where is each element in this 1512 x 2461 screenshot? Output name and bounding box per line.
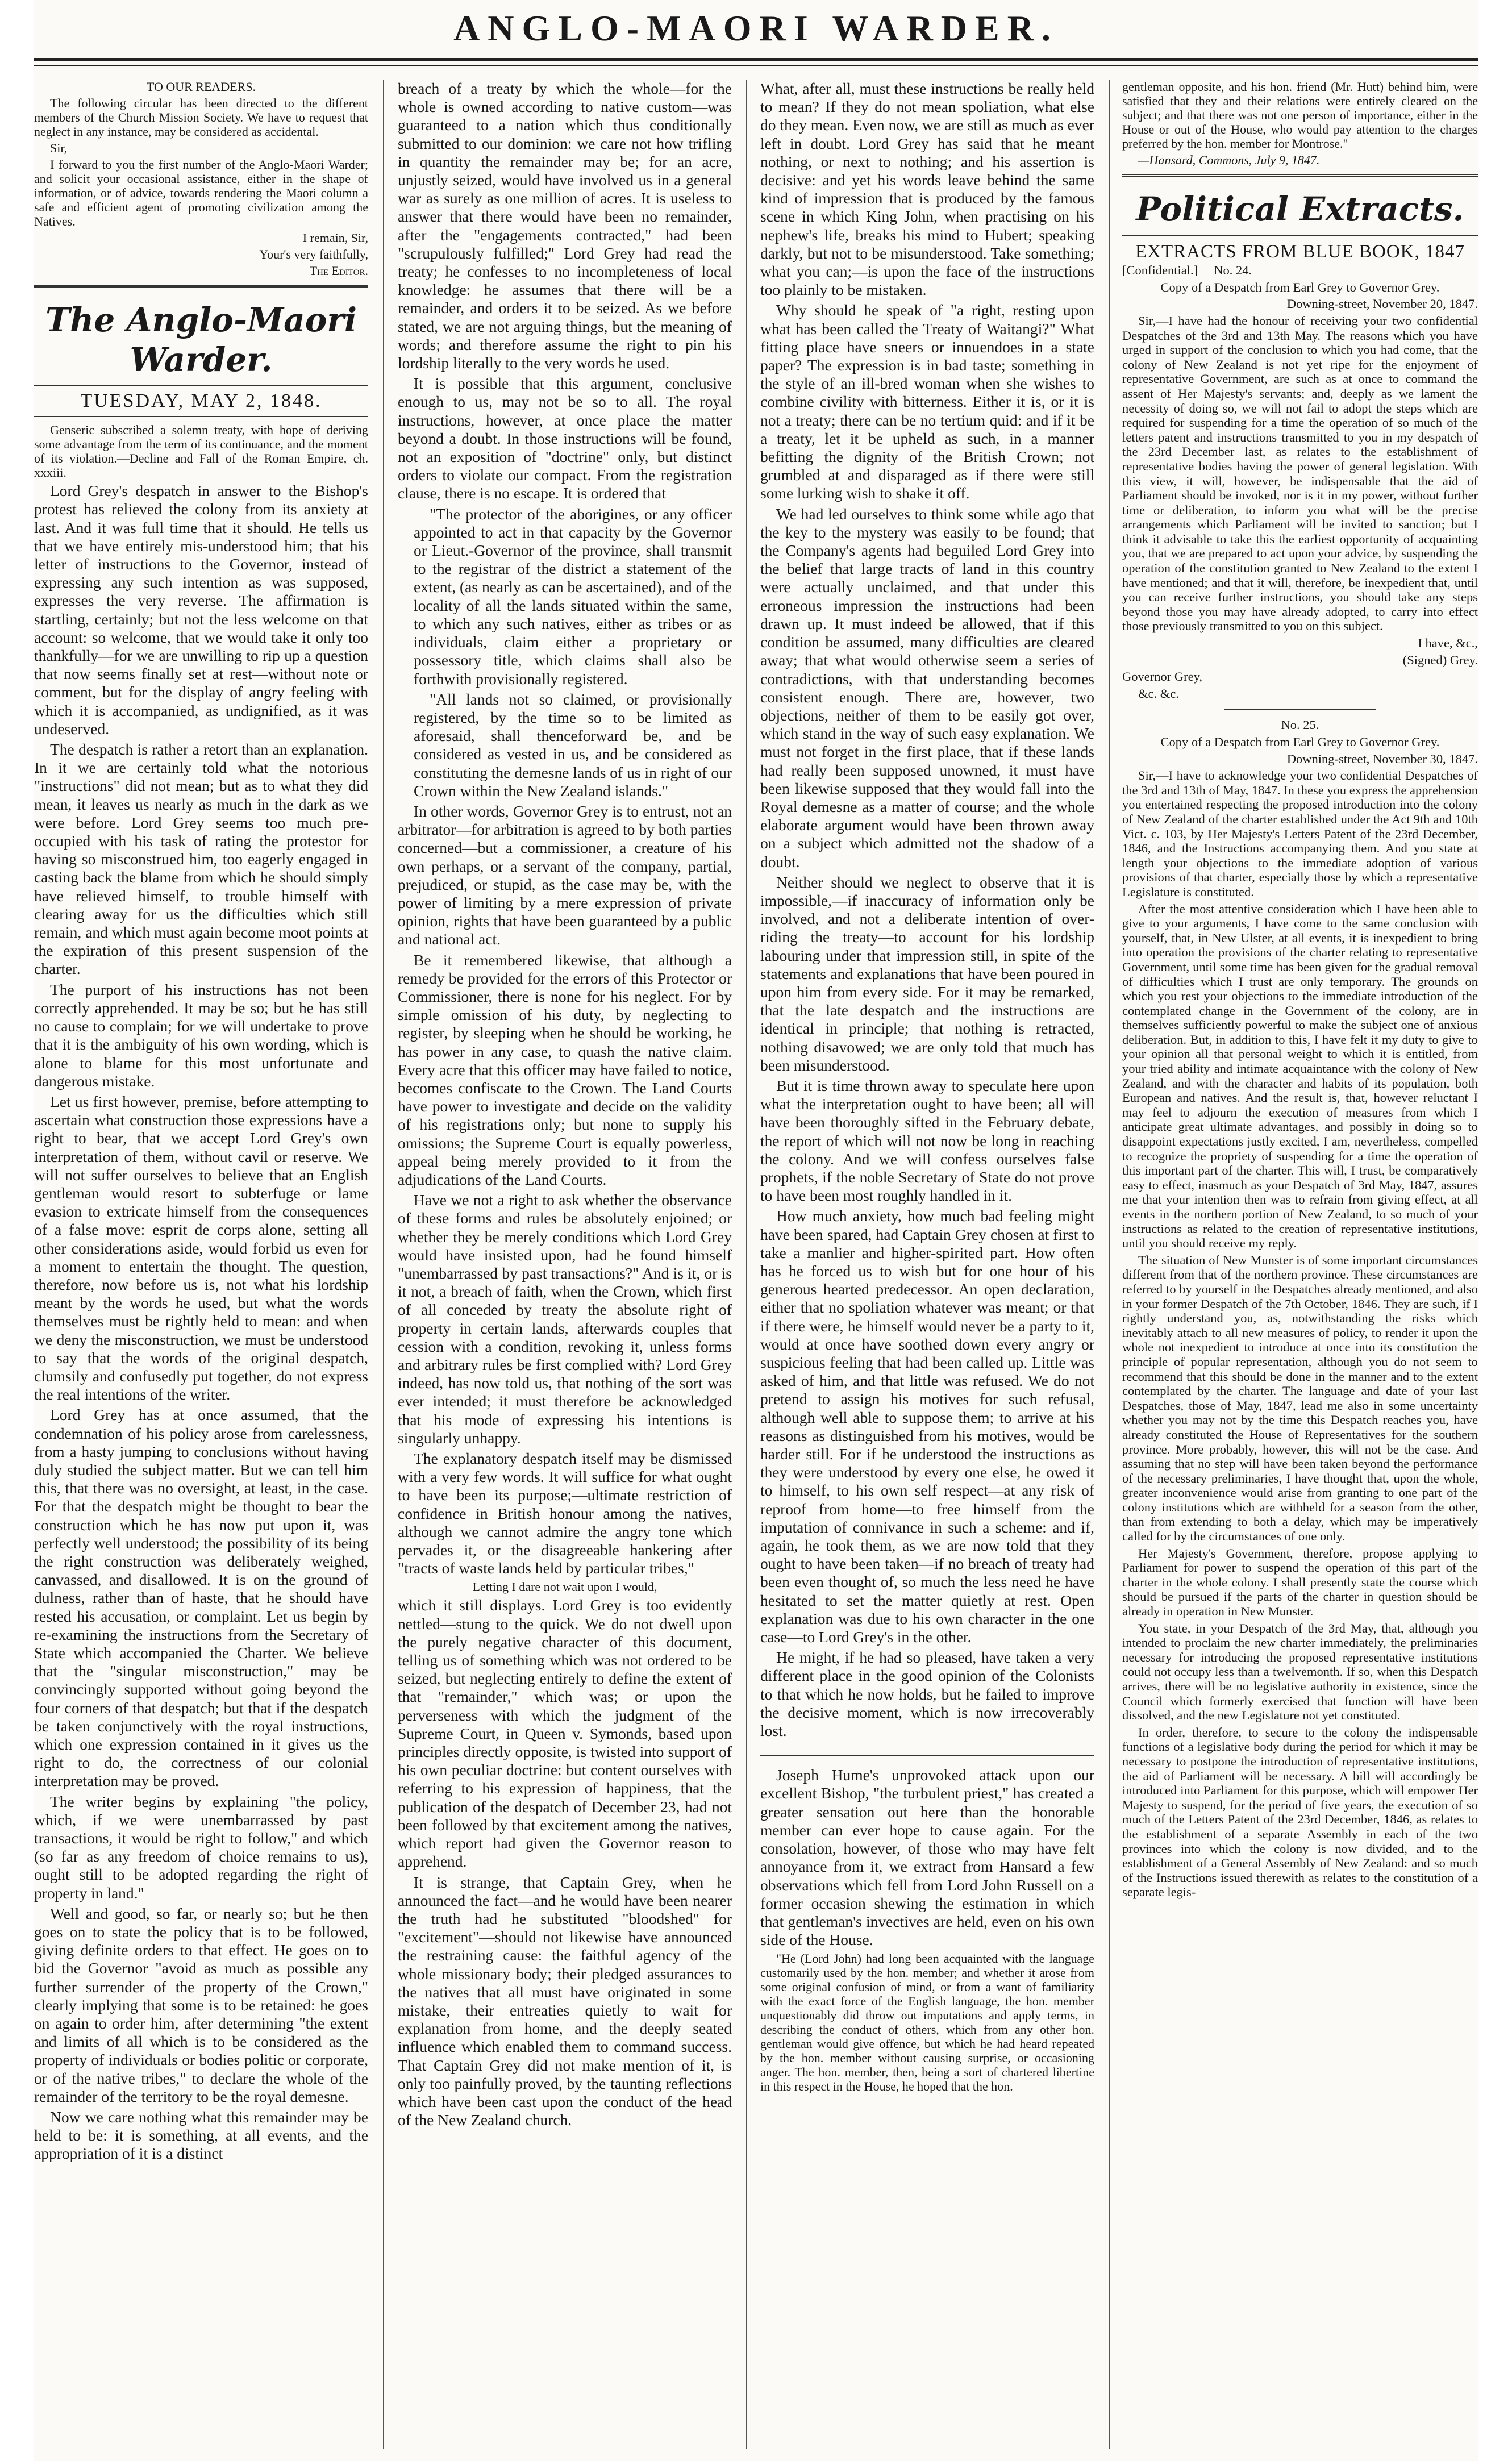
- article-paragraph: Be it remembered likewise, that although a remedy be provided for the errors of this Protector or Commissioner, there is none for his neglect. For by simple omission of his duty, by neglecting to register, by sleeping when he should be working, he has power in any case, to quash the native claim. Every acre that this officer may have failed to notice, becomes confiscate to the Crown. The Land Courts have power to investigate and decide on the validity of his registrations only; but none to supply his omissions; the Supreme Court is equally powerless, appeal being merely provided to it from the adjudications of the Land Courts.: [398, 951, 732, 1188]
- despatch-title: Copy of a Despatch from Earl Grey to Governor Grey.: [1160, 735, 1440, 749]
- newspaper-page: [34, 0, 1478, 2461]
- article-paragraph: Have we not a right to ask whether the observance of these forms and rules be absolutely enjoined; or whether they be merely conditions which Lord Grey would have insisted upon, had he found himself "unembarrassed by past transactions?" And is it, or is it not, a breach of faith, when the Crown, which first of all conceded by treaty the absolute right of property in certain lands, afterwards couples that cession with a condition, revoking it, unless forms and arbitrary rules be first complied with? Lord Grey indeed, has now told us, that nothing of the sort was ever intended; it must therefore be acknowledged that his mode of expressing his intentions is singularly unhappy.: [398, 1191, 732, 1447]
- section-rule: [1122, 174, 1478, 177]
- article-paragraph: Now we care nothing what this remainder may be held to be: it is something, at all events, and the appropriation of it is a distinct: [34, 2108, 368, 2163]
- to-readers-heading: TO OUR READERS.: [146, 80, 256, 94]
- quoted-instruction: "All lands not so claimed, or provisionally registered, by the time so to be limited as aforesaid, shall thenceforward be, and be considered as vested in us, and be considered as constituting the demesne lands of us in right of our Crown within the New Zealand islands.": [414, 690, 732, 799]
- article-paragraph: In other words, Governor Grey is to entrust, not an arbitrator—for arbitration is agreed to by both parties concerned—but a commissioner, a creature of his own perhaps, or a servant of the company, partial, prejudiced, or stupid, as the case may be, with the power of limiting by a mere expression of private opinion, rights that have been guaranteed by a public and national act.: [398, 802, 732, 948]
- despatch-body: In order, therefore, to secure to the colony the indispensable functions of a legislative body during the period for which it may be necessary to postpone the introduction of representative institutions, the aid of Parliament will be necessary. A bill will accordingly be introduced into Parliament for this purpose, which will empower Her Majesty to suspend, for the period of five years, the execution of so much of the Letters Patent of the 23rd December, 1846, as relates to the establishment of a separate Assembly in each of the two provinces into which the colony is now divided, and to the establishment of a General Assembly of New Zealand: and so much of the Instructions issued therewith as relates to the constitution of a separate legis-: [1122, 1725, 1478, 1900]
- despatch-addressee: &c. &c.: [1138, 686, 1179, 701]
- article-paragraph: The explanatory despatch itself may be dismissed with a very few words. It will suffice for what ought to have been its purpose;—ultimate restriction of confidence in British honour among the natives, although we cannot admire the angry tone which pervades it, or the disagreeable hankering after "tracts of waste lands held by particular tribes,": [398, 1450, 732, 1577]
- section-rule: [760, 1755, 1094, 1756]
- issue-date: TUESDAY, MAY 2, 1848.: [80, 390, 322, 411]
- article-paragraph: which it still displays. Lord Grey is too evidently nettled—stung to the quick. We do not dwell upon the purely negative character of this document, telling us of something which was not ordered to be seized, but neglecting entirely to define the extent of that "remainder," which was; or upon the perverseness with which the judgment of the Supreme Court, in Queen v. Symonds, based upon principles directly opposite, is twisted into support of his own peculiar doctrine: but content ourselves with referring to his expression of happiness, that the publication of the despatch of December 23, had not been followed by that excitement among the natives, which report had given the Governor reason to apprehend.: [398, 1596, 732, 1871]
- despatch-no-25: No. 25.: [1281, 718, 1319, 732]
- article-paragraph: How much anxiety, how much bad feeling might have been spared, had Captain Grey chosen at first to take a manlier and higher-spirited part. How often has he forced us to wish but for one hour of his generous hearted predecessor. An open declaration, either that no spoliation whatever was meant; or that if there were, he himself would never be a party to it, would at once have soothed down every angry or suspicious feeling that had been called up. Little was asked of him, and that little was refused. We do not pretend to assign his motives for such refusal, although well able to suppose them; to arrive at his reasons as distinguished from his motives, would be harder still. For if he understood the instructions as they were understood by every one else, he owed it to himself, to his own self respect—at any risk of reproof from home—to free himself from the imputation of connivance in such a scheme: and if, again, he took them, as we are now told that they ought to have been taken—if no breach of treaty had been even thought of, so much the less need he have hesitated to set the matter quietly at rest. Open explanation was due to his own character in the one case—to Lord Grey's in the other.: [760, 1207, 1094, 1646]
- to-readers-text: The following circular has been directed to the different members of the Church Mission Society. We have to request that neglect in any instance, may be considered as accidental.: [34, 96, 368, 139]
- article-paragraph: Why should he speak of "a right, resting upon what has been called the Treaty of Waitangi?" What fitting place have sneers or innuendoes in a state paper? The expression is in bad taste; something in the style of an ill-bred woman when she wishes to combine civility with bitterness. Either it is, or it is not a treaty; there can be no tertium quid: and if it be a treaty, let it be upheld as such, in a manner befitting the dignity of the British Crown; not grumbled at and disparaged as if there were still some lurking wish to shake it off.: [760, 301, 1094, 502]
- despatch-addressee: Governor Grey,: [1122, 669, 1202, 684]
- article-paragraph: The writer begins by explaining "the policy, which, if we were unembarrassed by past transactions, it would be right to follow," and which (so far as any freedom of choice remains to us), ought still to be adopted regarding the right of property in land.": [34, 1792, 368, 1902]
- column-divider: [746, 80, 747, 2449]
- despatch-body: Her Majesty's Government, therefore, propose applying to Parliament for power to suspend the operation of this part of the charter in the whole colony. I shall presently state the course which should be pursued if the parts of the charter in question should be already in operation in New Munster.: [1122, 1546, 1478, 1619]
- political-extracts-heading: Political Extracts.: [1136, 190, 1464, 228]
- despatch-no-24: No. 24.: [1214, 263, 1252, 278]
- paper-title: The Anglo-Maori Warder.: [45, 301, 357, 379]
- hansard-quote-end: gentleman opposite, and his hon. friend (Mr. Hutt) behind him, were satisfied that they and their relations were entirely cleared on the subject; and that there was not one person of importance, either in the House or out of the House, who would pay attention to the charges preferred by the hon. member for Montrose.": [1122, 80, 1478, 151]
- hansard-source: —Hansard, Commons, July 9, 1847.: [1138, 153, 1320, 167]
- article-paragraph: The purport of his instructions has not been correctly apprehended. It may be so; but he has still no cause to complain; for we will undertake to prove that it is the ambiguity of his own wording, which is alone to blame for this most unfortunate and dangerous mistake.: [34, 980, 368, 1090]
- column-divider: [1109, 80, 1110, 2449]
- confidential-label: [Confidential.]: [1122, 263, 1198, 278]
- despatch-title: Copy of a Despatch from Earl Grey to Governor Grey.: [1160, 280, 1440, 294]
- despatch-body: Sir,—I have to acknowledge your two confidential Despatches of the 3rd and 13th of May, 1847. In these you express the apprehension you entertained respecting the proposed introduction into the colony of New Zealand of the charter established under the Act 9th and 10th Vict. c. 103, by Her Majesty's Letters Patent of the 23rd December, 1846, and the Instructions accompanying them. And you state at length your objections to the immediate adoption of various provisions of that charter, especially those by which a representative Legislature is constituted.: [1122, 768, 1478, 899]
- column-2: [398, 80, 732, 2443]
- column-3: [760, 80, 1094, 2443]
- letter-close: Your's very faithfully,: [259, 247, 368, 261]
- hume-paragraph: Joseph Hume's unprovoked attack upon our excellent Bishop, "the turbulent priest," has created a greater sensation out here than the honorable member can ever hope to cause again. For the consolation, however, of those who may have felt annoyance from it, we extract from Hansard a few observations which fell from Lord John Russell on a former occasion shewing the estimation in which that gentleman's invectives are held, even on his own side of the House.: [760, 1766, 1094, 1949]
- article-paragraph: But it is time thrown away to speculate here upon what the interpretation ought to have been; all will have been thoroughly sifted in the February debate, the report of which will not now be long in reaching the colony. And we will confess ourselves false prophets, if the noble Secretary of State do not prove to have been most roughly handled in it.: [760, 1076, 1094, 1205]
- masthead: ANGLO-MAORI WARDER.: [453, 8, 1059, 48]
- article-paragraph: breach of a treaty by which the whole—for the whole is owned according to native custom—was guaranteed to a nation which thus conditionally submitted to our dominion: we care not how trifling in quantity the remainder may be; for an acre, unjustly seized, would have involved us in a general war as surely as one million of acres. It is useless to answer that there would have been no remainder, after the "engagements contracted," had been "scrupulously fulfilled;" Lord Grey had read the treaty; he confesses to no incompleteness of local knowledge: he assumes that there will be a remainder, and orders it to be seized. As we before stated, we are not arguing things, but the meaning of words; and therefore assume the right to pin his lordship literally to the very words he used.: [398, 80, 732, 372]
- section-rule: [1122, 235, 1478, 236]
- despatch-number: [1122, 263, 1478, 278]
- article-paragraph: Lord Grey has at once assumed, that the condemnation of his policy arose from carelessness, from a hasty jumping to conclusions without having duly studied the subject matter. But we can tell him this, that there was no oversight, at least, in the case. For that the despatch might be thought to bear the construction which he has now put upon it, was perfectly well understood; the possibility of its being the right construction was deliberately weighed, canvassed, and disallowed. It is on the ground of dulness, rather than of haste, that he should have rested his accusation, or complaint. Let us begin by re-examining the instructions from the Secretary of State which accompanied the Charter. We believe that the "singular misconstruction," may be convincingly supported without going beyond the four corners of that despatch; but that if the despatch be taken conjunctively with the royal instructions, which one expression contained in it gives us the right to do, the correctness of our colonial interpretation may be proved.: [34, 1406, 368, 1790]
- section-rule: [34, 385, 368, 386]
- epigraph: Genseric subscribed a solemn treaty, with hope of deriving some advantage from the term of its continuance, and the moment of its violation.—Decline and Fall of the Roman Empire, ch. xxxiii.: [34, 423, 368, 480]
- letter-close: I remain, Sir,: [302, 231, 368, 245]
- article-paragraph: Neither should we neglect to observe that it is impossible,—if inaccuracy of information only be involved, and not a deliberate intention of over-riding the treaty—to account for his lordship labouring under that impression still, in spite of the statements and explanations that have been poured in upon him from every side. For it may be remarked, that the late despatch and the instructions are identical in principle; that nothing is retracted, nothing disavowed; we are only told that much has been misunderstood.: [760, 873, 1094, 1074]
- despatch-body: The situation of New Munster is of some important circumstances different from that of the northern province. These circumstances are referred to by yourself in the Despatches already mentioned, and also in your former Despatch of the 7th October, 1846. They are such, if I rightly understand you, as, notwithstanding the risks which inevitably attach to all new measures of policy, to render it upon the whole not inexpedient to introduce at once into its constitution the principle of popular representation, although you do not seem to recommend that this should be done in the manner and to the extent contemplated by the charter. The language and date of your last Despatches, those of May, 1847, lead me also in some uncertainty whether you may not by the time this Despatch reaches you, have already constituted the House of Representatives for the southern province. More probably, however, this will not be the case. And assuming that no step will have been taken beyond the performance of the necessary preliminaries, I have thought that, upon the whole, greater inconvenience would arise from granting to one part of the colony institutions which are withheld for a season from the other, than from extending to both a delay, which may be imperatively called for by the circumstances of one only.: [1122, 1252, 1478, 1544]
- article-paragraph: He might, if he had so pleased, have taken a very different place in the good opinion of the Colonists to that which he now holds, but he failed to improve the decisive moment, which is now irrecoverably lost.: [760, 1648, 1094, 1740]
- article-paragraph: Lord Grey's despatch in answer to the Bishop's protest has relieved the colony from its anxiety at last. And it was full time that it should. He tells us that we have entirely mis-understood him; that his letter of instructions to the Governor, instead of expressing any such intention as was supposed, expresses the very reverse. The affirmation is startling, certainly; but not the less welcome on that account: so welcome, that we would take it only too thankfully—for we are unwilling to rip up a question that now seems finally set at rest—without note or comment, but for the display of angry feeling with which it is accompanied, as undignified, as it was undeserved.: [34, 482, 368, 738]
- article-paragraph: Well and good, so far, or nearly so; but he then goes on to state the policy that is to be followed, giving definite orders to that effect. He goes on to bid the Governor "avoid as much as possible any further surrender of the property of the Crown," clearly implying that some is to be retained: he goes on again to order him, after determining "the extent and limits of all which is to be considered as the property of individuals or bodies politic or corporate, or of the native tribes," to declare the whole of the remainder of the territory to be the royal demesne.: [34, 1904, 368, 2105]
- column-4: [1122, 80, 1478, 2443]
- column-1: [34, 80, 368, 2443]
- despatch-date: Downing-street, November 20, 1847.: [1286, 297, 1478, 311]
- despatch-date: Downing-street, November 30, 1847.: [1286, 751, 1478, 766]
- article-paragraph: What, after all, must these instructions be really held to mean? If they do not mean spoliation, what else do they mean. Even now, we are still as much as ever left in doubt. Lord Grey has said that he meant nothing, or next to nothing; and his assertion is decisive: and yet his words leave behind the same kind of impression that is produced by the famous scene in which King John, when practising on his nephew's life, breaks his mind to Hubert; speaking darkly, but not to be misunderstood. Take something; what you can;—is upon the face of the instructions too plainly to be mistaken.: [760, 80, 1094, 299]
- column-divider: [383, 80, 384, 2449]
- hansard-quote: "He (Lord John) had long been acquainted with the language customarily used by the hon. member; and whether it arose from some original confusion of mind, or from a want of familiarity with the exact force of the English language, the hon. member unquestionably did throw out imputations and apply terms, in describing the conduct of others, which from any other hon. gentleman would give offence, but which he had heard repeated by the hon. member without causing surprise, or occasioning anger. The hon. member, then, being a sort of chartered libertine in this respect in the House, he hoped that the hon.: [760, 1951, 1094, 2094]
- despatch-close: I have, &c.,: [1418, 636, 1478, 651]
- despatch-body: Sir,—I have had the honour of receiving your two confidential Despatches of the 3rd and 13th May. The reasons which you have urged in support of the conclusion to which you had come, that the colony of New Zealand is not yet ripe for the enjoyment of representative Government, are such as at once to command the assent of Her Majesty's servants; and, deeply as we lament the necessity of doing so, we will not fail to adopt the steps which are required for suspending for a time the operation of so much of the letters patent and instructions transmitted to you in my despatch of the 23rd December last, as relates to the establishment of representative bodies having the power of general legislation. With this view, it will, however, be indispensable that the aid of Parliament should be invoked, nor is it in my power, without further time or deliberation, to inform you what will be the precise arrangements which Parliament will be invited to sanction; but I think it advisable to take this the earliest opportunity of acquainting you, that we are prepared to act upon your advice, by suspending the operation of the constitution granted to New Zealand to the extent I have mentioned; and that it will, therefore, be inexpedient that, until you can receive further instructions, you should take any steps beyond those you may have already adopted, to carry into effect those previously transmitted to you on this subject.: [1122, 313, 1478, 634]
- despatch-body: You state, in your Despatch of the 3rd May, that, although you intended to proclaim the new charter immediately, the preliminaries necessary for introducing the proposed representative institutions could not occupy less than a twelvemonth. If so, when this Despatch arrives, there will be no legislative authority in existence, since the Council which formerly exercised that function will have been dissolved, and the new Legislature not yet constituted.: [1122, 1621, 1478, 1723]
- blue-book-heading: EXTRACTS FROM BLUE BOOK, 1847: [1135, 241, 1465, 262]
- masthead-rule-thin: [34, 65, 1478, 66]
- letter-salutation: Sir,: [50, 141, 68, 155]
- verse-quote: Letting I dare not wait upon I would,: [472, 1580, 657, 1594]
- article-paragraph: It is possible that this argument, conclusive enough to us, may not be so to all. The royal instructions, however, at once place the matter beyond a doubt. In those instructions will be found, not an exposition of "doctrine" only, but distinct orders to violate our compact. From the registration clause, there is no escape. It is ordered that: [398, 374, 732, 502]
- section-rule: [1224, 709, 1376, 710]
- section-rule: [34, 416, 368, 417]
- letter-signature: The Editor.: [309, 264, 368, 278]
- despatch-signed: (Signed) Grey.: [1402, 652, 1478, 667]
- article-paragraph: We had led ourselves to think some while ago that the key to the mystery was easily to be found; that the Company's agents had beguiled Lord Grey into the belief that large tracts of land in this country were actually unclaimed, and that under this erroneous impression the instructions had been drawn up. It must indeed be allowed, that if this condition be assumed, many difficulties are cleared away; that what would otherwise seem a series of contradictions, with that understanding becomes consistent enough. There are, however, two objections, neither of them to be easily got over, which stand in the way of such easy explanation. We must not forget in the first place, that if these lands had really been supposed unowned, it must have been likewise supposed that they would fall into the Royal demesne as a matter of course; and the whole elaborate argument would have been thrown away on a subject which admitted not the shadow of a doubt.: [760, 505, 1094, 871]
- quoted-instruction: "The protector of the aborigines, or any officer appointed to act in that capacity by the Governor or Lieut.-Governor of the province, shall transmit to the registrar of the district a statement of the extent, (as nearly as can be ascertained), and of the locality of all the lands situated within the same, to which any such natives, either as tribes or as individuals, claim either a proprietary or possessory title, which claims shall also be forthwith provisionally registered.: [414, 505, 732, 688]
- masthead-rule: [34, 58, 1478, 61]
- despatch-body: After the most attentive consideration which I have been able to give to your arguments, I have come to the same conclusion with yourself, that, in New Ulster, at all events, it is inexpedient to bring into operation the provisions of the charter relating to representative Government, until some time has been given for the gradual removal of difficulties which I trust are only temporary. The grounds on which you rest your objections to the immediate introduction of the contemplated change in the Government of the colony, are in themselves sufficiently powerful to make the subject one of anxious deliberation. But, in addition to this, I have felt it my duty to give to your opinion all that personal weight to which it is entitled, from your tried ability and intimate acquaintance with the colony of New Zealand, and with the character and habits of its population, both European and natives. And the result is, that, however reluctant I may feel to adjourn the execution of measures from which I anticipate great ultimate advantages, and possibly in doing so to disappoint expectations justly excited, I am, nevertheless, compelled to recognize the propriety of suspending for a time the operation of this important part of the charter. This will, I trust, be comparatively easy to effect, inasmuch as your Despatch of 3rd May, 1847, assures me that your intention then was to refrain from giving effect, at all events in the northern portion of New Zealand, to so much of your instructions as related to the creation of representative institutions, until you should receive my reply.: [1122, 901, 1478, 1251]
- article-paragraph: Let us first however, premise, before attempting to ascertain what construction those expressions have a right to bear, that we accept Lord Grey's own interpretation of them, without cavil or reserve. We will not suffer ourselves to believe that an English gentleman would resort to subterfuge or lame evasion to extricate himself from the consequences of a false move: esprit de corps alone, setting all other considerations aside, would forbid us even for a moment to entertain the thought. The question, therefore, now before us is, not what his lordship meant by the words he used, but what the words themselves must be rightly held to mean: and when we deny the misconstruction, we must be understood to say that the words of the original despatch, clumsily and confusedly put together, do not express the real intentions of the writer.: [34, 1092, 368, 1404]
- letter-body: I forward to you the first number of the Anglo-Maori Warder; and solicit your occasional assistance, either in the shape of information, or of advice, towards rendering the Maori column a safe and efficient agent of promoting civilization among the Natives.: [34, 157, 368, 228]
- section-rule: [34, 285, 368, 288]
- article-paragraph: It is strange, that Captain Grey, when he announced the fact—and he would have been nearer the truth had he substituted "bloodshed" for "excitement"—should not likewise have announced the restraining cause: the faithful agency of the whole missionary body; their pledged assurances to the natives that all must have originated in some mistake, their entreaties quietly to wait for explanation from home, and the deeply seated influence which enabled them to command success. That Captain Grey did not make mention of it, is only too painfully proved, by the taunting reflections which have been cast upon the conduct of the head of the New Zealand church.: [398, 1873, 732, 2129]
- article-paragraph: The despatch is rather a retort than an explanation. In it we are certainly told what the notorious "instructions" did not mean; but as to what they did mean, it leaves us nearly as much in the dark as we were before. Lord Grey seems too much pre-occupied with his task of rating the protestor for having so misconstrued him, too eagerly engaged in casting back the blame from which he should simply have relieved himself, to trouble himself with clearing away for us the difficulties which still remain, and which must again become moot points at the expiration of this present suspension of the charter.: [34, 740, 368, 978]
